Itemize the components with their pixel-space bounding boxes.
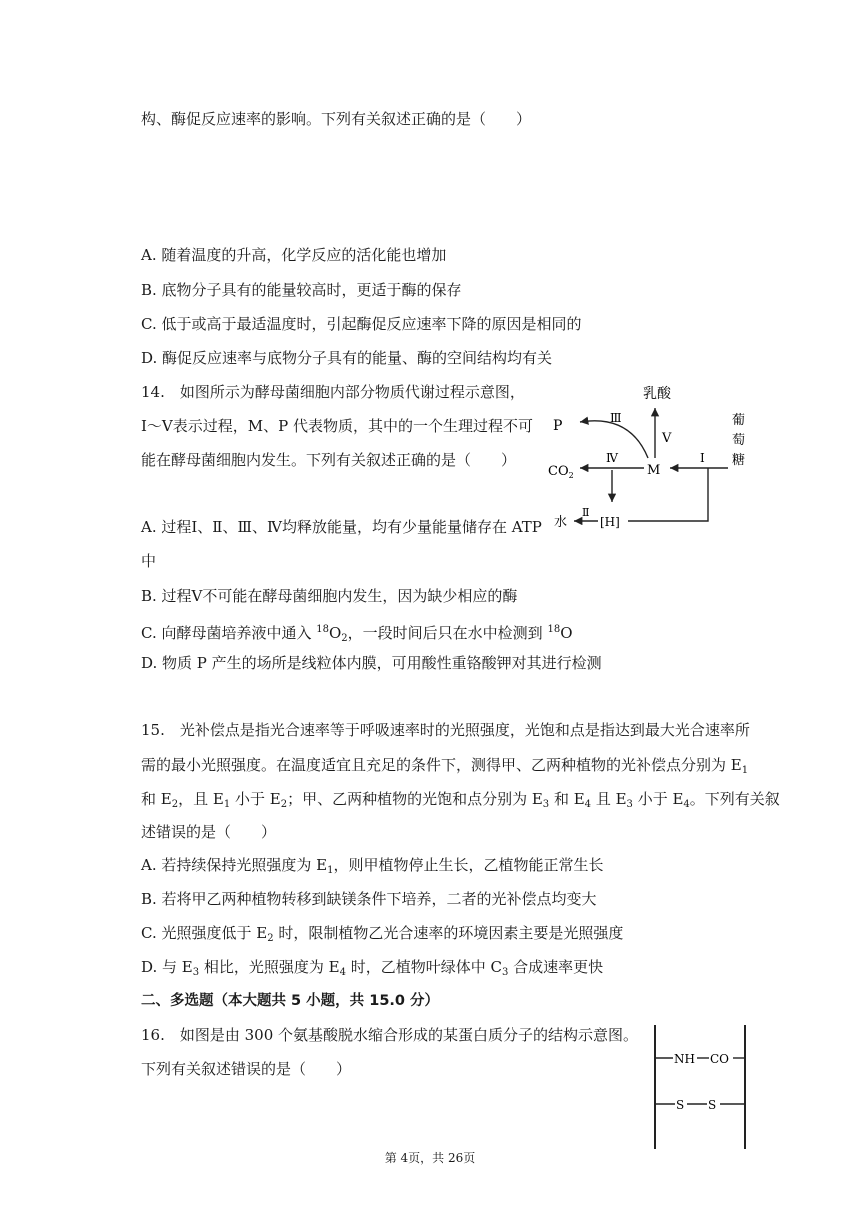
q15-option-a: A. 若持续保持光照强度为 $E_1$，则甲植物停止生长，乙植物能正常生长 — [141, 856, 604, 876]
diagram-co2: $CO_2$ — [548, 464, 574, 480]
label-s-right: S — [708, 1098, 717, 1112]
q13-option-d: D. 酶促反应速率与底物分子具有的能量、酶的空间结构均有关 — [141, 349, 553, 367]
q15-stem-line4: 述错误的是（ ） — [141, 823, 277, 841]
label-i: Ⅰ — [700, 451, 705, 465]
line-glucose-to-h — [628, 468, 708, 521]
q14-option-d: D. 物质 P 产生的场所是线粒体内膜，可用酸性重铬酸钾对其进行检测 — [141, 654, 602, 672]
q14-option-a: A. 过程Ⅰ、Ⅱ、Ⅲ、Ⅳ均释放能量，均有少量能量储存在 ATP — [141, 518, 542, 536]
q13-option-c: C. 低于或高于最适温度时，引起酶促反应速率下降的原因是相同的 — [141, 315, 582, 333]
diagram-h: [H] — [600, 515, 620, 529]
q14-option-c: C. 向酵母菌培养液中通入 $^{18}O_2$，一段时间后只在水中检测到 $^{18}$O — [141, 624, 573, 644]
diagram-lactic-acid: 乳酸 — [643, 386, 671, 402]
diagram-glucose-2: 萄 — [732, 433, 746, 448]
diagram-glucose-3: 糖 — [732, 453, 746, 468]
diagram-m: M — [647, 463, 661, 478]
diagram-glucose-1: 葡 — [732, 413, 746, 428]
q16-stem-line2: 下列有关叙述错误的是（ ） — [141, 1060, 352, 1078]
label-co: CO — [710, 1052, 730, 1066]
diagram-p: P — [553, 418, 563, 434]
q15-stem-line3: 和 $E_2$，且 $E_1$ 小于 $E_2$；甲、乙两种植物的光饱和点分别为 $E_3$ 和 $E_4$ 且 $E_3$ 小于 $E_4$。下列有关叙 — [141, 790, 780, 810]
q14-option-b: B. 过程Ⅴ不可能在酵母菌细胞内发生，因为缺少相应的酶 — [141, 587, 518, 605]
q13-option-a: A. 随着温度的升高，化学反应的活化能也增加 — [141, 246, 447, 264]
q15-stem-line2: 需的最小光照强度。在温度适宜且充足的条件下，测得甲、乙两种植物的光补偿点分别为 $E_1$ — [141, 756, 749, 776]
q16-stem-line1: 16. 如图是由 300 个氨基酸脱水缩合形成的某蛋白质分子的结构示意图。 — [141, 1026, 639, 1044]
q14-stem-line1: 14. 如图所示为酵母菌细胞内部分物质代谢过程示意图， — [141, 383, 525, 401]
label-v: Ⅴ — [662, 431, 672, 446]
section-multiple-choice-header: 二、多选题（本大题共 5 小题，共 15.0 分） — [141, 993, 440, 1009]
metabolism-diagram — [540, 378, 770, 538]
q14-option-a-cont: 中 — [141, 552, 157, 570]
q15-stem-line1: 15. 光补偿点是指光合速率等于呼吸速率时的光照强度，光饱和点是指达到最大光合速率所 — [141, 721, 750, 739]
label-nh: NH — [674, 1052, 695, 1066]
q15-option-c: C. 光照强度低于 $E_2$ 时，限制植物乙光合速率的环境因素主要是光照强度 — [141, 924, 624, 944]
q14-stem-line2: Ⅰ～Ⅴ表示过程，M、P 代表物质，其中的一个生理过程不可 — [141, 417, 533, 435]
q13-stem-tail: 构、酶促反应速率的影响。下列有关叙述正确的是（ ） — [141, 110, 532, 128]
protein-structure-diagram — [645, 1023, 755, 1151]
label-s-left: S — [676, 1098, 685, 1112]
label-ii: Ⅱ — [582, 506, 590, 519]
q13-option-b: B. 底物分子具有的能量较高时，更适于酶的保存 — [141, 281, 462, 299]
q14-stem-line3: 能在酵母菌细胞内发生。下列有关叙述正确的是（ ） — [141, 451, 517, 469]
diagram-water: 水 — [554, 515, 568, 530]
q15-option-b: B. 若将甲乙两种植物转移到缺镁条件下培养，二者的光补偿点均变大 — [141, 890, 597, 908]
q15-option-d: D. 与 $E_3$ 相比，光照强度为 $E_4$ 时，乙植物叶绿体中 $C_3$ 合成速率更快 — [141, 958, 604, 978]
label-iii: Ⅲ — [610, 411, 622, 425]
page-footer: 第 4页，共 26页 — [384, 1151, 476, 1165]
label-iv: Ⅳ — [606, 451, 618, 465]
